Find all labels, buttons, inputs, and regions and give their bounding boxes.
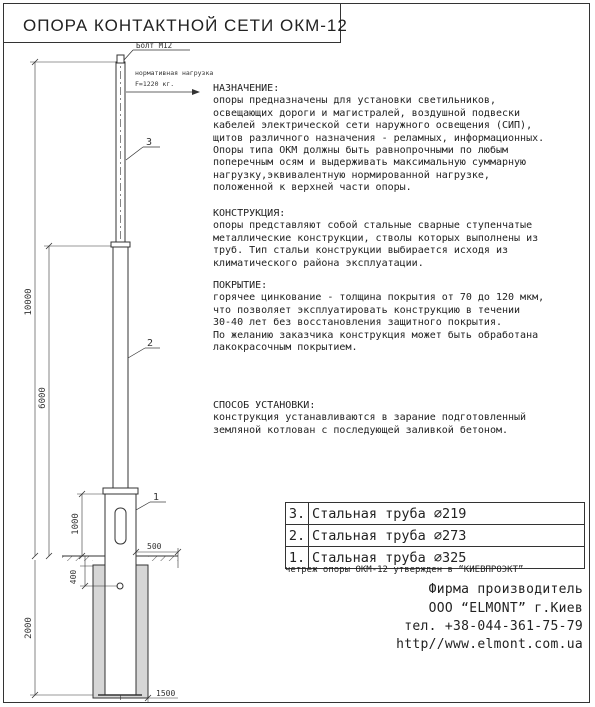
load-label-1: нормативная нагрузка (135, 69, 214, 77)
ground-hatch-left (62, 556, 93, 561)
bolt-label: Болт М12 (136, 41, 173, 50)
construction-heading: КОНСТРУКЦИЯ: (213, 208, 286, 219)
dim-embed-label: 2000 (24, 617, 34, 639)
ground-hatch-right (148, 556, 178, 561)
spec-text: Стальная труба ⌀273 (312, 527, 467, 544)
load-arrow-head (192, 89, 200, 95)
part-mark-3: 3 (146, 137, 153, 148)
inspection-hatch (115, 508, 126, 544)
manufacturer-label: Фирма производитель (428, 582, 583, 597)
spec-text: Стальная труба ⌀219 (312, 505, 467, 522)
purpose-text: опоры предназначены для установки светильников, освещающих дороги и магистралей, воздушной подвески кабелей электрической сети наружного освещения (СИП), щитов различного назначения - реламных, информационных. Опоры типа ОКМ должны быть равнопрочными по любым поперечным осям и выдерживать максимальную суммарную нагрузку,эквивалентную нормированной нагрузке, положенной к верхней части опоры. (213, 95, 545, 194)
pole-cap (117, 55, 124, 63)
coating-text: горячее цинкование - толщина покрытия от 70 до 120 мкм, что позволяет эксплуатировать конструкцию в течении 30-40 лет без восстановления защитного покрытия. По желанию заказчика конструкция может быть обработана лакокрасочным покрытием. (213, 292, 545, 354)
spec-number: 2. (286, 525, 309, 546)
section-purpose (213, 83, 585, 195)
install-heading: СПОСОБ УСТАНОВКИ: (213, 400, 316, 411)
section-install (213, 400, 585, 437)
dim-middle-label: 6000 (38, 387, 48, 409)
install-text: конструкция устанавливаются в зарание подготовленный земляной котлован с последующей заливкой бетоном. (213, 412, 527, 436)
coating-heading: ПОКРЫТИЕ: (213, 280, 268, 291)
manufacturer-company: ООО “ELMONT” г.Киев (428, 601, 583, 616)
dim-offset-label: 400 (69, 569, 78, 585)
joint-lower (103, 488, 138, 494)
dim-total-label: 10000 (24, 288, 34, 316)
dim-lower-label: 1000 (71, 513, 81, 535)
spec-table (285, 502, 585, 569)
spec-number: 3. (286, 503, 309, 524)
section-coating (213, 280, 585, 354)
dim-base-width-label: 500 (147, 542, 162, 551)
approval-note: четреж опоры ОКМ-12 утвержден в “КИЕВПРОЭКТ” (285, 565, 524, 575)
spec-row (286, 525, 584, 547)
page-title: ОПОРА КОНТАКТНОЙ СЕТИ ОКМ-12 (23, 16, 348, 35)
manufacturer-phone: тел. +38-044-361-75-79 (404, 619, 583, 634)
joint-upper (111, 242, 130, 247)
section-construction (213, 208, 585, 270)
spec-text: Стальная труба ⌀325 (312, 549, 467, 566)
spec-row (286, 503, 584, 525)
load-label-2: F=1220 кг. (135, 80, 175, 88)
pole-section-2 (113, 247, 128, 492)
construction-text: опоры представляют собой стальные сварные ступенчатые металлические конструкции, стволы которых выполнены из труб. Тип стальи конструкции выбирается исходя из климатического района эксплуатации. (213, 220, 539, 269)
part-mark-1: 1 (153, 492, 160, 503)
dim-pit-width-label: 1500 (156, 689, 176, 698)
manufacturer-website[interactable]: http//www.elmont.com.ua (396, 637, 583, 652)
purpose-heading: НАЗНАЧЕНИЕ: (213, 83, 280, 94)
part-mark-2: 2 (147, 338, 154, 349)
spec-number: 1. (286, 547, 309, 568)
